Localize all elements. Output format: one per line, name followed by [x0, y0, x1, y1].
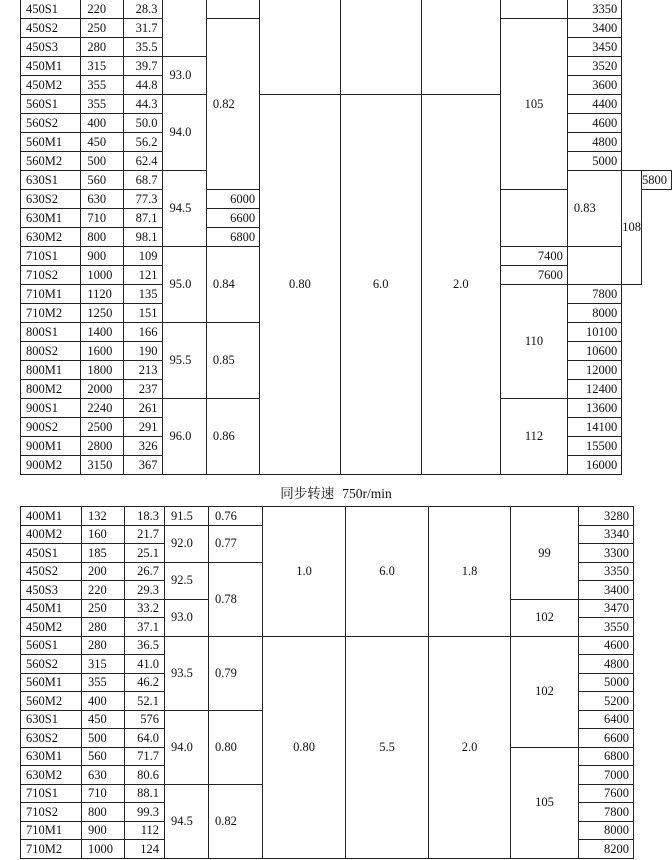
noise-cell: 108 [622, 171, 642, 285]
efficiency-cell: 95.0 [163, 247, 206, 323]
current-cell: 213 [123, 361, 163, 380]
noise-cell: 105 [501, 19, 568, 190]
synchronous-speed-heading [0, 484, 672, 504]
model-cell: 800M2 [21, 380, 81, 399]
weight-cell: 3470 [579, 599, 634, 618]
weight-cell: 4600 [567, 114, 621, 133]
efficiency-cell: 95.5 [163, 323, 206, 399]
weight-cell: 7800 [579, 803, 634, 822]
efficiency-cell: 93.5 [165, 636, 209, 710]
efficiency-cell: 93.0 [165, 599, 209, 636]
noise-cell: 110 [501, 285, 568, 399]
weight-cell: 4800 [579, 655, 634, 674]
model-cell: 450S2 [21, 562, 82, 581]
motor-spec-table-1 [20, 0, 672, 475]
power-kw-cell: 450 [82, 710, 125, 729]
current-cell: 41.0 [125, 655, 165, 674]
col7-cell: 6.0 [346, 507, 429, 637]
power-kw-cell: 500 [81, 152, 124, 171]
power-factor-cell: 0.82 [209, 784, 263, 858]
col6-cell: 0.80 [263, 636, 346, 858]
noise-cell: 105 [511, 747, 579, 858]
weight-cell: 14100 [567, 418, 621, 437]
model-cell: 710S2 [21, 803, 82, 822]
current-cell: 18.3 [125, 507, 165, 526]
current-cell: 52.1 [125, 692, 165, 711]
weight-cell: 4600 [579, 636, 634, 655]
current-cell: 56.2 [123, 133, 163, 152]
current-cell: 237 [123, 380, 163, 399]
model-cell: 900M2 [21, 456, 81, 475]
model-cell: 450S2 [21, 19, 81, 38]
power-kw-cell: 800 [81, 228, 124, 247]
weight-cell: 3350 [579, 562, 634, 581]
current-cell: 37.1 [125, 618, 165, 637]
power-kw-cell: 2240 [81, 399, 124, 418]
efficiency-cell: 96.0 [163, 399, 206, 475]
model-cell: 630M2 [21, 228, 81, 247]
current-cell: 135 [123, 285, 163, 304]
power-kw-cell: 2500 [81, 418, 124, 437]
model-cell: 560M1 [21, 673, 82, 692]
weight-cell: 7600 [579, 784, 634, 803]
current-cell: 26.7 [125, 562, 165, 581]
power-kw-cell: 132 [82, 507, 125, 526]
power-kw-cell: 710 [82, 784, 125, 803]
power-kw-cell: 900 [82, 821, 125, 840]
current-cell: 124 [125, 840, 165, 859]
current-cell: 261 [123, 399, 163, 418]
weight-cell: 3280 [579, 507, 634, 526]
model-cell: 560M2 [21, 692, 82, 711]
col8-cell [421, 0, 501, 95]
weight-cell: 6000 [206, 190, 259, 209]
model-cell: 630S1 [21, 171, 81, 190]
weight-cell: 3400 [579, 581, 634, 600]
power-kw-cell: 3150 [81, 456, 124, 475]
model-cell: 900M1 [21, 437, 81, 456]
model-cell: 900S2 [21, 418, 81, 437]
current-cell: 99.3 [125, 803, 165, 822]
power-kw-cell: 315 [81, 57, 124, 76]
current-cell: 367 [123, 456, 163, 475]
current-cell: 35.5 [123, 38, 163, 57]
model-cell: 630S2 [21, 190, 81, 209]
current-cell: 166 [123, 323, 163, 342]
power-kw-cell: 280 [82, 618, 125, 637]
current-cell: 190 [123, 342, 163, 361]
power-kw-cell: 280 [81, 38, 124, 57]
power-kw-cell: 160 [82, 525, 125, 544]
power-kw-cell: 250 [81, 19, 124, 38]
power-kw-cell: 315 [82, 655, 125, 674]
power-factor-cell: 0.82 [206, 19, 259, 190]
efficiency-cell: 93.0 [163, 57, 206, 95]
power-kw-cell: 500 [82, 729, 125, 748]
current-cell: 109 [123, 247, 163, 266]
power-factor-cell: 0.78 [209, 562, 263, 636]
model-cell: 800S1 [21, 323, 81, 342]
model-cell: 710S2 [21, 266, 81, 285]
current-cell: 39.7 [123, 57, 163, 76]
power-kw-cell: 1800 [81, 361, 124, 380]
current-cell: 44.8 [123, 76, 163, 95]
model-cell: 710M2 [21, 840, 82, 859]
power-kw-cell: 220 [81, 0, 124, 19]
power-kw-cell: 630 [81, 190, 124, 209]
model-cell: 710S1 [21, 247, 81, 266]
weight-cell: 4800 [567, 133, 621, 152]
model-cell: 560S1 [21, 636, 82, 655]
model-cell: 450M1 [21, 599, 82, 618]
table-row [21, 0, 672, 19]
noise-cell: 102 [511, 599, 579, 636]
power-kw-cell: 560 [82, 747, 125, 766]
current-cell: 44.3 [123, 95, 163, 114]
model-cell: 630M2 [21, 766, 82, 785]
current-cell: 87.1 [123, 209, 163, 228]
weight-cell: 4400 [567, 95, 621, 114]
efficiency-cell: 94.0 [163, 95, 206, 171]
power-kw-cell: 450 [81, 133, 124, 152]
power-factor-cell [206, 0, 259, 19]
current-cell: 33.2 [125, 599, 165, 618]
model-cell: 800M1 [21, 361, 81, 380]
current-cell: 62.4 [123, 152, 163, 171]
model-cell: 560S2 [21, 655, 82, 674]
weight-cell: 7000 [579, 766, 634, 785]
model-cell: 710M1 [21, 821, 82, 840]
weight-cell: 5800 [642, 171, 672, 190]
weight-cell: 15500 [567, 437, 621, 456]
weight-cell: 12400 [567, 380, 621, 399]
noise-cell [501, 0, 568, 19]
efficiency-cell: 94.5 [163, 171, 206, 247]
current-cell: 31.7 [123, 19, 163, 38]
efficiency-cell: 92.0 [165, 525, 209, 562]
model-cell: 450M2 [21, 76, 81, 95]
current-cell: 576 [125, 710, 165, 729]
weight-cell: 6400 [579, 710, 634, 729]
efficiency-cell: 91.5 [165, 507, 209, 526]
efficiency-cell: 92.5 [165, 562, 209, 599]
power-kw-cell: 2000 [81, 380, 124, 399]
weight-cell: 8000 [567, 304, 621, 323]
current-cell: 71.7 [125, 747, 165, 766]
model-cell: 710S1 [21, 784, 82, 803]
current-cell: 98.1 [123, 228, 163, 247]
current-cell: 28.3 [123, 0, 163, 19]
weight-cell: 16000 [567, 456, 621, 475]
noise-cell: 112 [501, 399, 568, 475]
current-cell: 151 [123, 304, 163, 323]
col8-cell: 1.8 [429, 507, 511, 637]
col8-cell: 2.0 [429, 636, 511, 858]
motor-spec-table-2 [20, 506, 634, 859]
current-cell: 46.2 [125, 673, 165, 692]
current-cell: 80.6 [125, 766, 165, 785]
power-kw-cell: 560 [81, 171, 124, 190]
efficiency-cell: 94.5 [165, 784, 209, 858]
model-cell: 450S3 [21, 38, 81, 57]
weight-cell: 12000 [567, 361, 621, 380]
power-kw-cell: 710 [81, 209, 124, 228]
power-factor-cell: 0.77 [209, 525, 263, 562]
model-cell: 630M1 [21, 747, 82, 766]
table-row [21, 507, 634, 526]
power-kw-cell: 1250 [81, 304, 124, 323]
model-cell: 560S2 [21, 114, 81, 133]
weight-cell: 3550 [579, 618, 634, 637]
model-cell: 450S1 [21, 0, 81, 19]
model-cell: 900S1 [21, 399, 81, 418]
model-cell: 450M1 [21, 57, 81, 76]
current-cell: 291 [123, 418, 163, 437]
current-cell: 121 [123, 266, 163, 285]
current-cell: 36.5 [125, 636, 165, 655]
model-cell: 560M1 [21, 133, 81, 152]
power-kw-cell: 400 [82, 692, 125, 711]
model-cell: 630S2 [21, 729, 82, 748]
current-cell: 64.0 [125, 729, 165, 748]
power-kw-cell: 400 [81, 114, 124, 133]
weight-cell: 3520 [567, 57, 621, 76]
model-cell: 450S3 [21, 581, 82, 600]
efficiency-cell: 94.0 [165, 710, 209, 784]
power-factor-cell: 0.83 [567, 171, 621, 247]
weight-cell: 10600 [567, 342, 621, 361]
model-cell: 560M2 [21, 152, 81, 171]
col6-cell: 0.80 [260, 95, 341, 475]
power-kw-cell: 355 [81, 76, 124, 95]
table-row [21, 95, 672, 114]
weight-cell: 3300 [579, 544, 634, 563]
power-kw-cell: 1400 [81, 323, 124, 342]
current-cell: 29.3 [125, 581, 165, 600]
weight-cell: 7400 [501, 247, 568, 266]
current-cell: 25.1 [125, 544, 165, 563]
table-row [21, 636, 634, 655]
power-kw-cell: 900 [81, 247, 124, 266]
model-cell: 630M1 [21, 209, 81, 228]
power-factor-cell: 0.86 [206, 399, 259, 475]
col7-cell [340, 0, 421, 95]
weight-cell: 10100 [567, 323, 621, 342]
power-factor-cell: 0.80 [209, 710, 263, 784]
weight-cell: 7600 [501, 266, 568, 285]
weight-cell: 5000 [579, 673, 634, 692]
model-cell: 630S1 [21, 710, 82, 729]
weight-cell: 5200 [579, 692, 634, 711]
power-factor-cell: 0.84 [206, 247, 259, 323]
current-cell: 77.3 [123, 190, 163, 209]
col8-cell: 2.0 [421, 95, 501, 475]
model-cell: 400M2 [21, 525, 82, 544]
speed-label: 同步转速 [280, 486, 335, 501]
power-factor-cell: 0.76 [209, 507, 263, 526]
weight-cell: 6600 [206, 209, 259, 228]
weight-cell: 8000 [579, 821, 634, 840]
power-kw-cell: 280 [82, 636, 125, 655]
current-cell: 112 [125, 821, 165, 840]
col7-cell: 6.0 [340, 95, 421, 475]
speed-value: 750r/min [342, 486, 392, 501]
weight-cell: 3340 [579, 525, 634, 544]
model-cell: 400M1 [21, 507, 82, 526]
weight-cell: 6600 [579, 729, 634, 748]
power-kw-cell: 355 [82, 673, 125, 692]
power-kw-cell: 185 [82, 544, 125, 563]
model-cell: 800S2 [21, 342, 81, 361]
power-kw-cell: 2800 [81, 437, 124, 456]
model-cell: 450M2 [21, 618, 82, 637]
efficiency-cell [163, 0, 206, 57]
noise-cell: 102 [511, 636, 579, 747]
power-kw-cell: 250 [82, 599, 125, 618]
weight-cell: 3450 [567, 38, 621, 57]
power-kw-cell: 1600 [81, 342, 124, 361]
current-cell: 88.1 [125, 784, 165, 803]
power-factor-cell: 0.85 [206, 323, 259, 399]
model-cell: 710M2 [21, 304, 81, 323]
col6-cell: 1.0 [263, 507, 346, 637]
col6-cell [260, 0, 341, 95]
power-kw-cell: 630 [82, 766, 125, 785]
power-kw-cell: 200 [82, 562, 125, 581]
power-kw-cell: 1000 [82, 840, 125, 859]
model-cell: 450S1 [21, 544, 82, 563]
weight-cell: 13600 [567, 399, 621, 418]
weight-cell: 3350 [567, 0, 621, 19]
weight-cell: 5000 [567, 152, 621, 171]
power-kw-cell: 355 [81, 95, 124, 114]
weight-cell: 3600 [567, 76, 621, 95]
current-cell: 326 [123, 437, 163, 456]
weight-cell: 6800 [206, 228, 259, 247]
model-cell: 710M1 [21, 285, 81, 304]
current-cell: 68.7 [123, 171, 163, 190]
model-cell: 560S1 [21, 95, 81, 114]
power-kw-cell: 1000 [81, 266, 124, 285]
weight-cell: 8200 [579, 840, 634, 859]
power-kw-cell: 220 [82, 581, 125, 600]
weight-cell: 3400 [567, 19, 621, 38]
weight-cell: 6800 [579, 747, 634, 766]
noise-cell: 99 [511, 507, 579, 600]
power-kw-cell: 800 [82, 803, 125, 822]
power-factor-cell: 0.79 [209, 636, 263, 710]
col7-cell: 5.5 [346, 636, 429, 858]
current-cell: 50.0 [123, 114, 163, 133]
weight-cell: 7800 [567, 285, 621, 304]
current-cell: 21.7 [125, 525, 165, 544]
power-kw-cell: 1120 [81, 285, 124, 304]
